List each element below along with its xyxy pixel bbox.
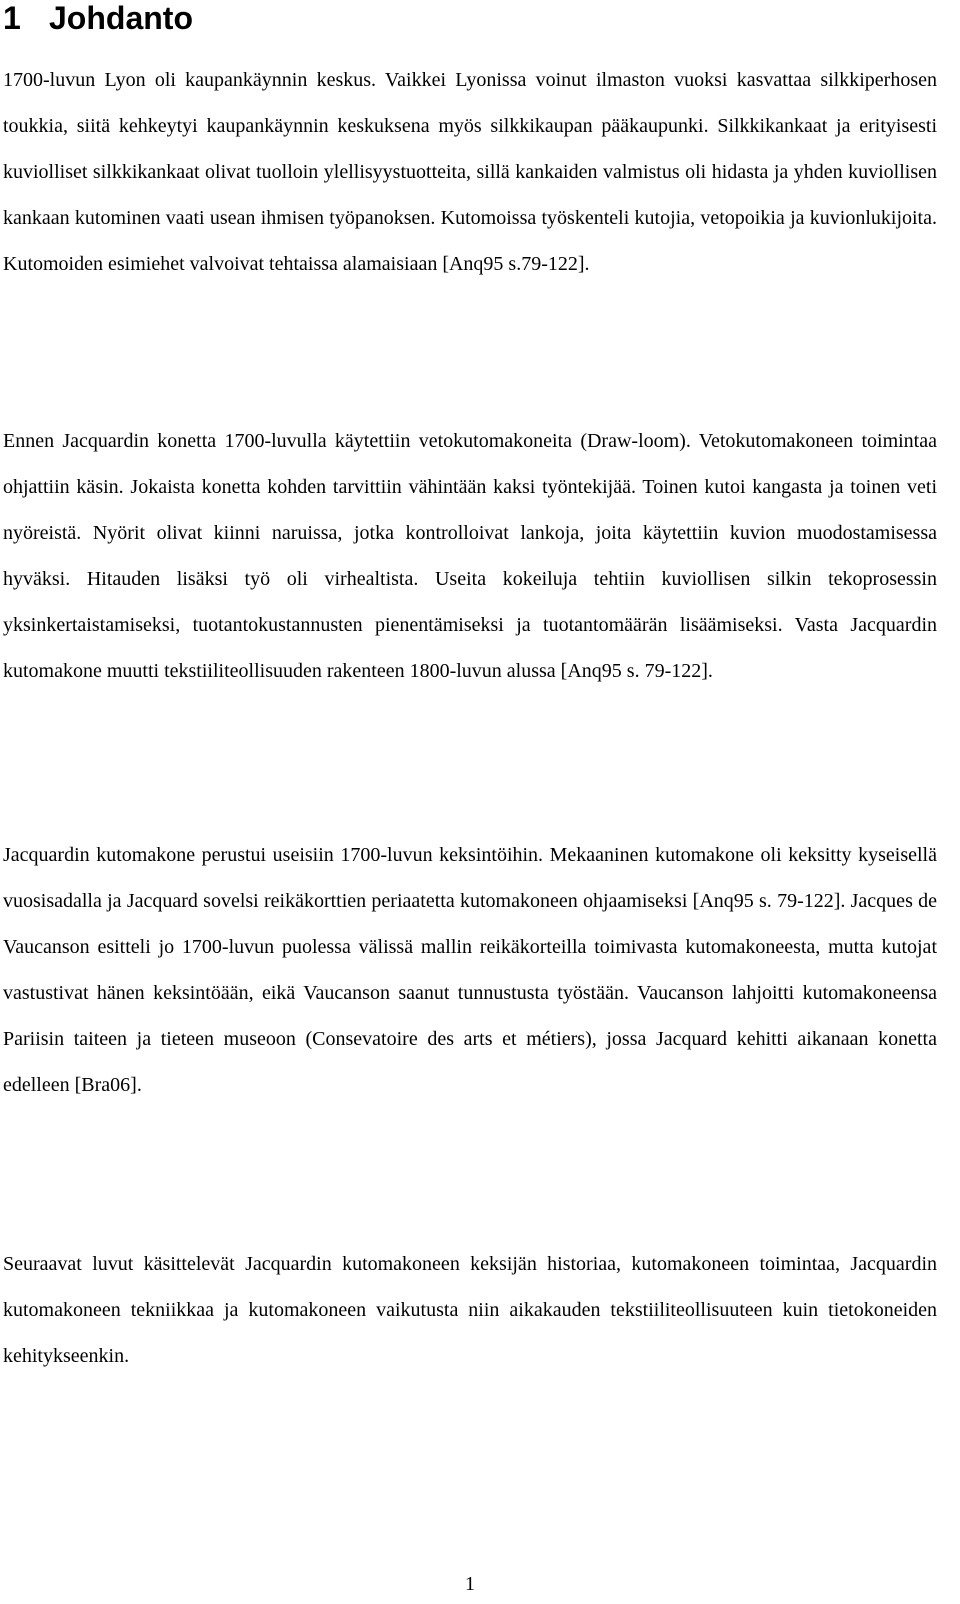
section-number: 1 — [3, 0, 21, 36]
document-page — [3, 0, 937, 1595]
paragraph-jacquard-loom: Jacquardin kutomakone perustui useisiin 1700-luvun keksintöihin. Mekaaninen kutomakone oli keksitty kyseisellä vuosisadalla ja Jacquard sovelsi reikäkorttien periaatetta kutomakoneen ohjaamiseksi [Anq95 s. 79-122]. Jacques de Vaucanson esitteli jo 1700-luvun puolessa välissä mallin reikäkorteilla toimivasta kutomakoneesta, mutta kutojat vastustivat hänen keksintöään, eikä Vaucanson saanut tunnustusta työstään. Vaucanson lahjoitti kutomakoneensa Pariisin taiteen ja tieteen museoon (Consevatoire des arts et métiers), jossa Jacquard kehitti aikanaan konetta edelleen [Bra06]. — [3, 844, 937, 1096]
page-number: 1 — [465, 1573, 475, 1595]
paragraph-intro-lyon: 1700-luvun Lyon oli kaupankäynnin keskus. Vaikkei Lyonissa voinut ilmaston vuoksi kasvattaa silkkiperhosen toukkia, siitä kehkeytyi kaupankäynnin keskuksena myös silkkikaupan pääkaupunki. Silkkikankaat ja erityisesti kuviolliset silkkikankaat olivat tuolloin ylellisyystuotteita, sillä kankaiden valmistus oli hidasta ja yhden kuviollisen kankaan kutominen vaati usean ihmisen työpanoksen. Kutomoissa työskenteli kutojia, vetopoikia ja kuvionlukijoita. Kutomoiden esimiehet valvoivat tehtaissa alamaisiaan [Anq95 s.79-122]. — [3, 69, 937, 275]
paragraph-chapter-overview: Seuraavat luvut käsittelevät Jacquardin kutomakoneen keksijän historiaa, kutomakoneen toimintaa, Jacquardin kutomakoneen tekniikkaa ja kutomakoneen vaikutusta niin aikakauden tekstiiliteollisuuteen kuin tietokoneiden kehitykseenkin. — [3, 1253, 937, 1367]
section-heading — [3, 0, 937, 40]
section-title: Johdanto — [49, 0, 193, 36]
paragraph-draw-loom: Ennen Jacquardin konetta 1700-luvulla käytettiin vetokutomakoneita (Draw-loom). Vetokutomakoneen toimintaa ohjattiin käsin. Jokaista konetta kohden tarvittiin vähintään kaksi työntekijää. Toinen kutoi kangasta ja toinen veti nyöreistä. Nyörit olivat kiinni naruissa, jotka kontrolloivat lankoja, joita käytettiin kuvion muodostamisessa hyväksi. Hitauden lisäksi työ oli virhealtista. Useita kokeiluja tehtiin kuviollisen silkin tekoprosessin yksinkertaistamiseksi, tuotantokustannusten pienentämiseksi ja tuotantomäärän lisäämiseksi. Vasta Jacquardin kutomakone muutti tekstiiliteollisuuden rakenteen 1800-luvun alussa [Anq95 s. 79-122]. — [3, 430, 937, 682]
